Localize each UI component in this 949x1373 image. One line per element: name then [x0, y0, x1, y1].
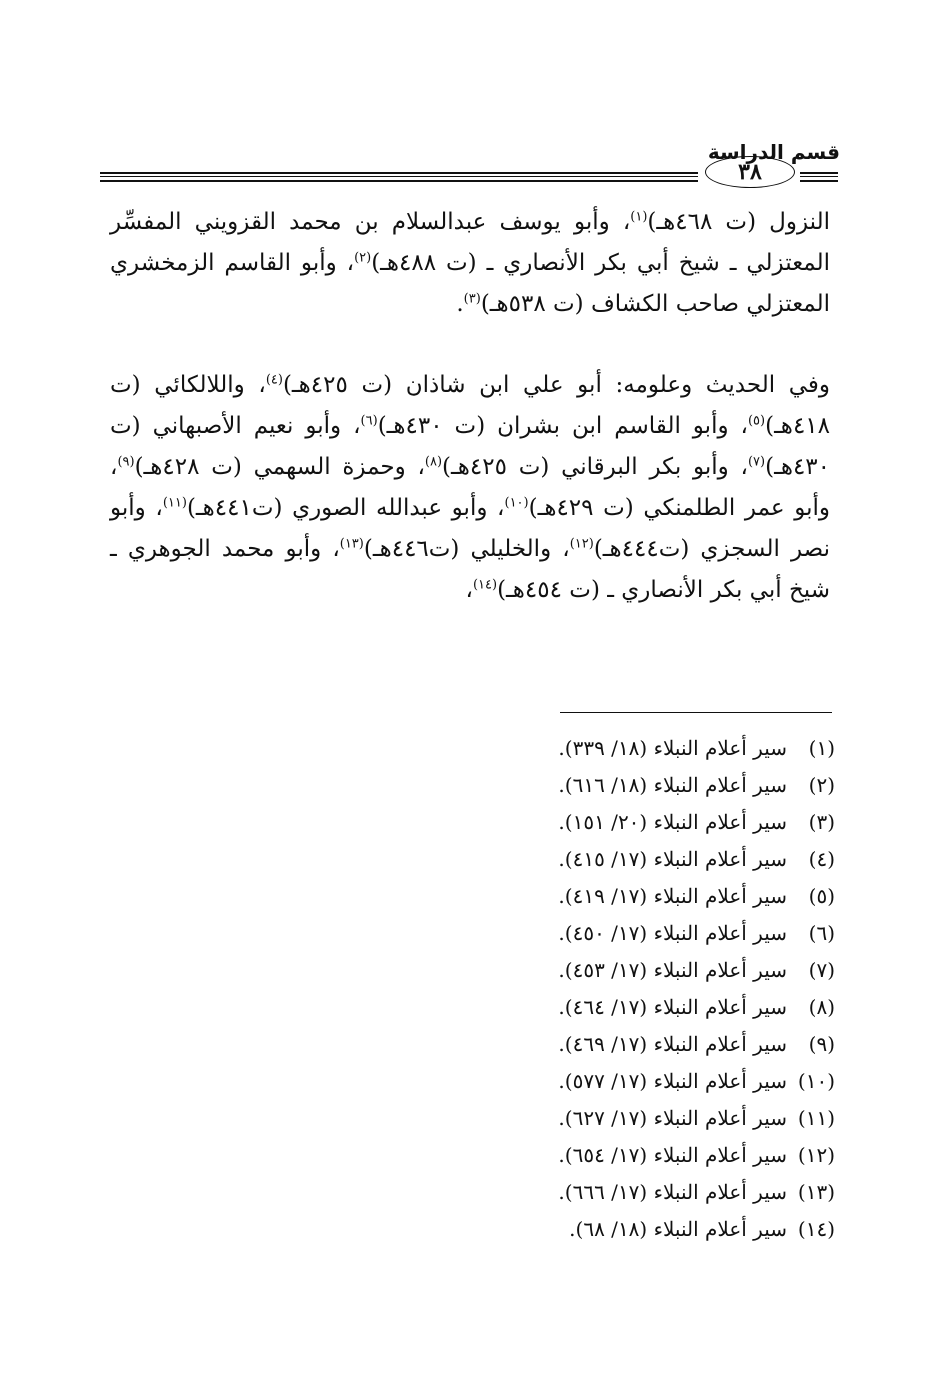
footnotes-list — [500, 730, 835, 1248]
footnote-item — [500, 1063, 835, 1100]
footnote-item — [500, 1174, 835, 1211]
footnote-number: (١٤) — [797, 1217, 835, 1241]
footnote-text: سير أعلام النبلاء (١٨/ ٣٣٩). — [558, 736, 787, 760]
footnote-text: سير أعلام النبلاء (١٨/ ٦٨). — [569, 1217, 787, 1241]
text-segment: ، وأبو نعيم الأصبهاني (ت ٤٣٠هـ) — [110, 413, 831, 480]
text-segment: ، وأبو بكر البرقاني (ت ٤٢٥هـ) — [442, 454, 748, 480]
footnote-marker: (١٣) — [339, 536, 364, 552]
text-segment: النزول (ت ٤٦٨هـ) — [647, 209, 830, 235]
footnote-number: (١١) — [797, 1106, 835, 1130]
footnote-text: سير أعلام النبلاء (١٧/ ٤٥٣). — [558, 958, 787, 982]
footnote-number: (٧) — [808, 958, 835, 982]
body-paragraph — [110, 365, 830, 611]
footnote-number: (١٢) — [797, 1143, 835, 1167]
footnote-text: سير أعلام النبلاء (١٧/ ٦٥٤). — [558, 1143, 787, 1167]
text-segment: ، وأبو القاسم ابن بشران (ت ٤٣٠هـ) — [377, 413, 748, 439]
header-rule — [800, 172, 838, 177]
footnote-number: (٩) — [808, 1032, 835, 1056]
page-number: ٣٨ — [705, 156, 795, 188]
footnote-number: (٤) — [808, 847, 835, 871]
header-rule — [100, 180, 698, 182]
footnote-number: (٣) — [808, 810, 835, 834]
footnote-marker: (٦) — [360, 413, 378, 429]
footnote-item — [500, 841, 835, 878]
footnote-marker: (١٤) — [472, 577, 498, 593]
footnote-marker: (٧) — [747, 454, 766, 470]
footnote-marker: (١٢) — [569, 536, 594, 552]
section-title: قسم الدراسة — [707, 140, 840, 164]
footnote-item — [500, 1100, 835, 1137]
footnote-text: سير أعلام النبلاء (١٧/ ٤١٩). — [558, 884, 787, 908]
footnote-number: (٢) — [808, 773, 835, 797]
text-segment: ، وأبو القاسم الزمخشري المعتزلي صاحب الكشاف (ت ٥٣٨هـ) — [110, 250, 830, 317]
footnote-marker: (٩) — [117, 454, 135, 470]
footnote-text: سير أعلام النبلاء (١٧/ ٦٦٦). — [558, 1180, 787, 1204]
text-segment: ، وأبو يوسف عبدالسلام بن محمد القزويني المفسِّر المعتزلي ـ شيخ أبي بكر الأنصاري ـ (ت ٤٨٨هـ) — [110, 209, 830, 276]
text-segment: ، واللالكائي (ت ٤١٨هـ) — [110, 372, 830, 439]
footnote-item — [500, 952, 835, 989]
footnote-text: سير أعلام النبلاء (١٧/ ٤٦٤). — [558, 995, 787, 1019]
footnote-marker: (١) — [630, 209, 648, 225]
paragraph-text — [110, 202, 830, 325]
footnote-item — [500, 730, 835, 767]
page-header — [100, 140, 840, 190]
footnote-item — [500, 989, 835, 1026]
text-segment: ، وأبو محمد الجوهري ـ شيخ أبي بكر الأنصاري ـ (ت ٤٥٤هـ) — [110, 536, 830, 603]
text-segment: ، — [465, 577, 473, 603]
footnote-marker: (٣) — [463, 291, 481, 307]
footnote-marker: (٥) — [747, 413, 766, 429]
footnote-marker: (١٠) — [504, 495, 529, 511]
footnote-text: سير أعلام النبلاء (١٧/ ٤٥٠). — [558, 921, 787, 945]
footnote-text: سير أعلام النبلاء (١٧/ ٤٦٩). — [558, 1032, 787, 1056]
body-paragraph — [110, 202, 830, 325]
footnote-text: سير أعلام النبلاء (٢٠/ ١٥١). — [558, 810, 787, 834]
footnote-text: سير أعلام النبلاء (١٧/ ٤١٥). — [558, 847, 787, 871]
footnote-item — [500, 1137, 835, 1174]
footnote-text: سير أعلام النبلاء (١٧/ ٦٢٧). — [558, 1106, 787, 1130]
footnote-number: (٦) — [808, 921, 835, 945]
header-rule — [800, 180, 838, 182]
footnote-item — [500, 915, 835, 952]
footnote-number: (١٣) — [797, 1180, 835, 1204]
footnote-marker: (٤) — [265, 372, 283, 388]
footnote-item — [500, 878, 835, 915]
text-segment: ، وأبو عمر الطلمنكي (ت ٤٢٩هـ) — [110, 454, 831, 521]
footnote-item — [500, 804, 835, 841]
header-rule — [100, 172, 698, 177]
footnote-number: (٥) — [808, 884, 835, 908]
text-segment: ، وأبو عبدالله الصوري (ت٤٤١هـ) — [186, 495, 505, 521]
footnote-text: سير أعلام النبلاء (١٨/ ٦١٦). — [558, 773, 787, 797]
text-segment: ، وأبو نصر السجزي (ت٤٤٤هـ) — [110, 495, 830, 562]
footnote-marker: (٢) — [354, 250, 372, 266]
footnote-item — [500, 1026, 835, 1063]
text-segment: ، وحمزة السهمي (ت ٤٢٨هـ) — [134, 454, 425, 480]
text-segment: وفي الحديث وعلومه: أبو علي ابن شاذان (ت ٤٢٥هـ) — [282, 372, 830, 398]
paragraph-text — [110, 365, 830, 611]
footnote-item — [500, 1211, 835, 1248]
footnote-number: (٨) — [808, 995, 835, 1019]
footnote-text: سير أعلام النبلاء (١٧/ ٥٧٧). — [558, 1069, 787, 1093]
text-segment: ، والخليلي (ت٤٤٦هـ) — [363, 536, 570, 562]
footnote-number: (١) — [808, 736, 835, 760]
text-segment: . — [456, 291, 464, 317]
footnote-marker: (٨) — [424, 454, 443, 470]
footnote-item — [500, 767, 835, 804]
footnote-number: (١٠) — [797, 1069, 835, 1093]
footnote-separator — [560, 712, 832, 713]
footnote-marker: (١١) — [162, 495, 187, 511]
